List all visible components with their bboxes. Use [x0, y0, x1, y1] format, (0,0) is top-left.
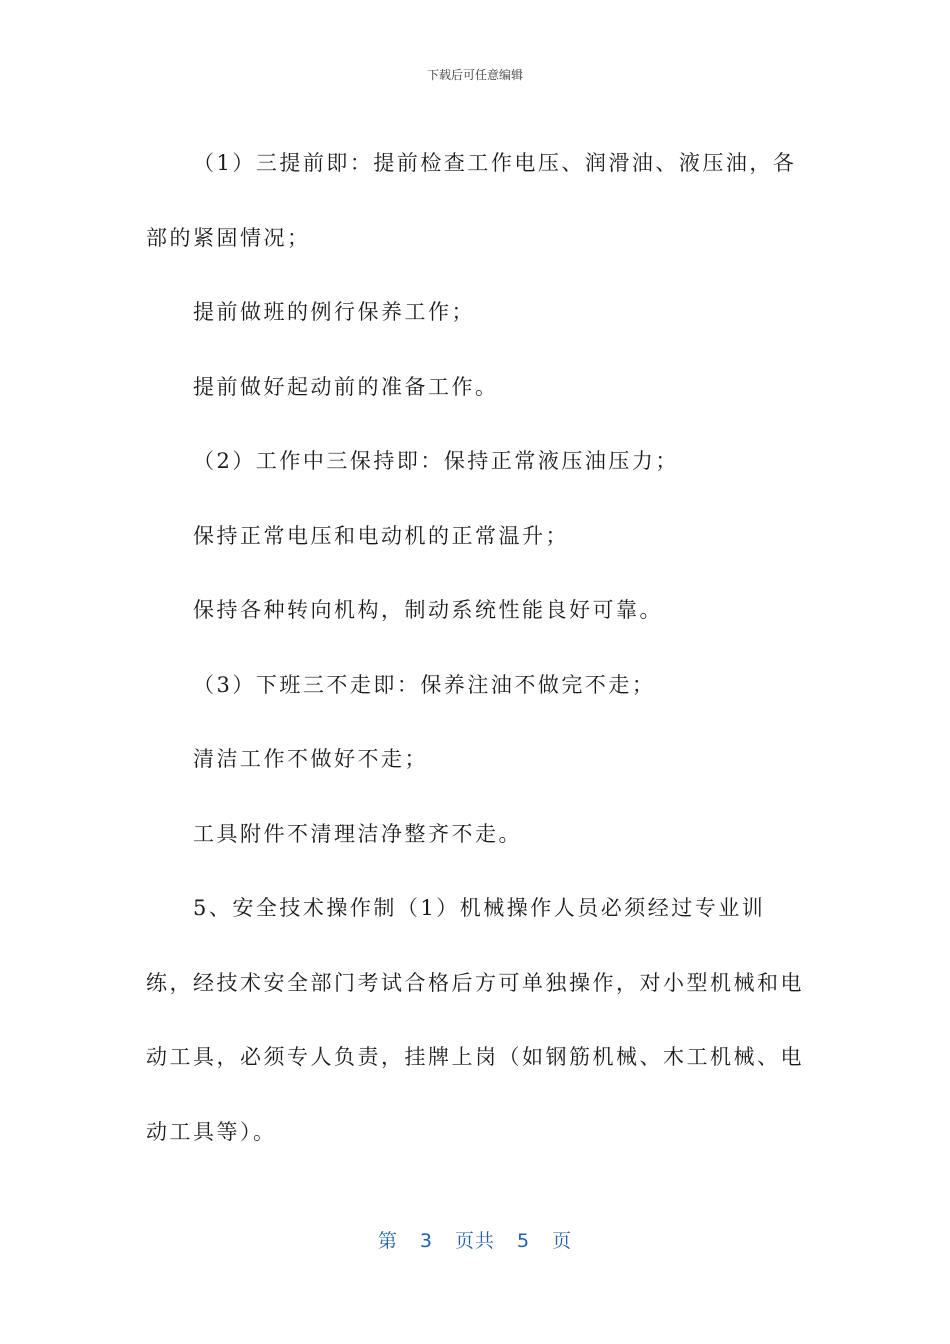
paragraph-three-maintain: （2）工作中三保持即：保持正常液压油压力； [193, 449, 679, 473]
paragraph-steering-brake: 保持各种转向机构，制动系统性能良好可靠。 [193, 598, 663, 622]
paragraph-voltage-temp: 保持正常电压和电动机的正常温升； [193, 523, 569, 548]
paragraph-three-not-leave: （3）下班三不走即：保养注油不做完不走； [193, 672, 656, 697]
document-body [146, 126, 808, 1169]
header-note: 下载后可任意编辑 [426, 68, 523, 82]
paragraph-tools-tidy: 工具附件不清理洁净整齐不走。 [193, 821, 522, 846]
paragraph-three-advance: （1）三提前即：提前检查工作电压、润滑油、液压油，各部的紧固情况； [146, 151, 797, 250]
paragraph-routine-maintenance: 提前做班的例行保养工作； [193, 300, 475, 324]
paragraph-cleaning: 清洁工作不做好不走； [193, 747, 428, 771]
footer-middle: 页共 [454, 1230, 495, 1252]
footer-current-page: 3 [419, 1230, 433, 1252]
paragraph-startup-prep: 提前做好起动前的准备工作。 [193, 374, 499, 399]
footer-total-pages: 5 [517, 1230, 531, 1252]
footer-suffix: 页 [552, 1230, 573, 1252]
footer-prefix: 第 [377, 1230, 398, 1252]
paragraph-safety-operation: 5、安全技术操作制（1）机械操作人员必须经过专业训练，经技术安全部门考试合格后方可单独操作，对小型机械和电动工具，必须专人负责，挂牌上岗（如钢筋机械、木工机械、电动工具等）。 [146, 896, 804, 1144]
page-footer [0, 1226, 950, 1253]
